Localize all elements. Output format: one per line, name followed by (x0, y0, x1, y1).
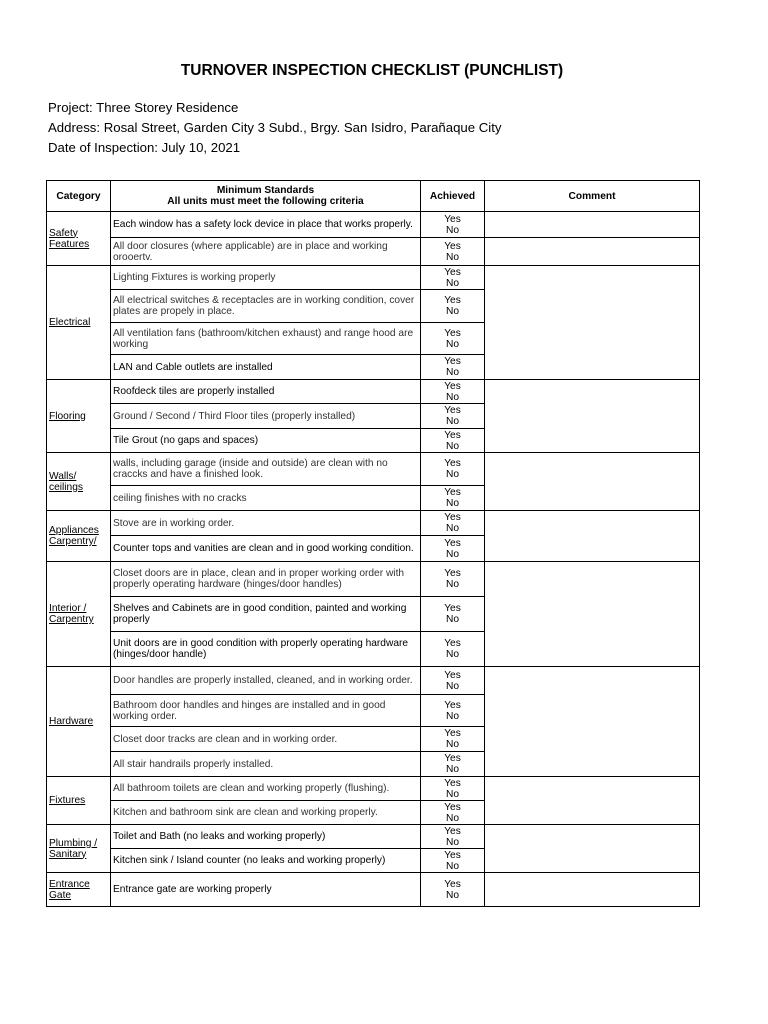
criterion-cell: Roofdeck tiles are properly installed (111, 380, 421, 404)
criterion-cell: LAN and Cable outlets are installed (111, 355, 421, 380)
table-row (47, 562, 700, 597)
achieved-cell (421, 536, 485, 562)
comment-cell (485, 380, 700, 453)
criterion-cell: walls, including garage (inside and outside) are clean with no craccks and have a finished look. (111, 453, 421, 486)
comment-cell (485, 511, 700, 562)
yes-option: Yes (444, 327, 461, 339)
no-option: No (445, 889, 460, 901)
no-option: No (445, 860, 460, 872)
yes-option: Yes (444, 405, 461, 416)
achieved-cell (421, 597, 485, 632)
no-option: No (445, 277, 460, 289)
no-option: No (445, 710, 460, 722)
no-option: No (445, 548, 460, 560)
criterion-cell: Shelves and Cabinets are in good condition, painted and working properly (111, 597, 421, 632)
yes-option: Yes (444, 638, 461, 649)
achieved-cell (421, 562, 485, 597)
yes-option: Yes (444, 458, 461, 469)
no-option: No (445, 416, 460, 427)
achieved-cell (421, 429, 485, 453)
achieved-cell (421, 266, 485, 290)
category-walls-ceilings: Walls/ ceilings (49, 470, 83, 493)
no-option: No (445, 680, 460, 692)
category-appliances: Appliances (49, 525, 99, 536)
header-standards-line2: All units must meet the following criteria (167, 196, 364, 207)
category-safety-features: Safety Features (49, 227, 90, 250)
category-electrical: Electrical (49, 317, 91, 328)
criterion-cell: Toilet and Bath (no leaks and working properly) (111, 825, 421, 849)
criterion-cell: Counter tops and vanities are clean and in good working condition. (111, 536, 421, 562)
table-row (47, 777, 700, 801)
achieved-cell (421, 290, 485, 323)
yes-option: Yes (444, 825, 461, 837)
achieved-cell (421, 212, 485, 238)
document-title: TURNOVER INSPECTION CHECKLIST (PUNCHLIST) (180, 62, 564, 79)
comment-cell (485, 266, 700, 380)
category-cell (47, 266, 111, 380)
comment-cell (485, 777, 700, 825)
category-cell (47, 777, 111, 825)
criterion-cell: All ventilation fans (bathroom/kitchen exhaust) and range hood are working (111, 323, 421, 355)
table-row (47, 873, 700, 907)
category-cell (47, 667, 111, 777)
yes-option: Yes (444, 728, 461, 739)
yes-option: Yes (444, 777, 461, 789)
yes-option: Yes (444, 849, 461, 861)
criterion-cell: Kitchen and bathroom sink are clean and working properly. (111, 801, 421, 825)
table-row (47, 667, 700, 695)
category-plumbing-sanitary: Plumbing / Sanitary (49, 837, 98, 860)
achieved-cell (421, 801, 485, 825)
category-entrance-gate: Entrance Gate (49, 878, 90, 901)
yes-option: Yes (444, 356, 461, 367)
criterion-cell: Closet doors are in place, clean and in proper working order with properly operating hardware (hinges/door handles) (111, 562, 421, 597)
no-option: No (445, 764, 460, 775)
date-line: Date of Inspection: July 10, 2021 (48, 140, 241, 155)
criterion-cell: Door handles are properly installed, cleaned, and in working order. (111, 667, 421, 695)
yes-option: Yes (444, 487, 461, 498)
criterion-cell: Each window has a safety lock device in place that works properly. (111, 212, 421, 238)
category-cell (47, 511, 111, 562)
header-standards (111, 181, 421, 212)
category-fixtures: Fixtures (49, 795, 86, 806)
achieved-cell (421, 453, 485, 486)
achieved-cell (421, 511, 485, 536)
comment-cell (485, 212, 700, 238)
category-cell (47, 453, 111, 511)
yes-option: Yes (444, 266, 461, 278)
criterion-cell: Bathroom door handles and hinges are installed and in good working order. (111, 695, 421, 727)
yes-option: Yes (444, 801, 461, 813)
comment-cell (485, 562, 700, 667)
criterion-cell: Lighting Fixtures is working properly (111, 266, 421, 290)
achieved-cell (421, 486, 485, 511)
category-carpentry: Carpentry/ (49, 536, 97, 547)
achieved-cell (421, 727, 485, 752)
table-row (47, 511, 700, 536)
no-option: No (445, 224, 460, 236)
table-row (47, 266, 700, 290)
no-option: No (445, 440, 460, 452)
achieved-cell (421, 323, 485, 355)
achieved-cell (421, 380, 485, 404)
criterion-cell: ceiling finishes with no cracks (111, 486, 421, 511)
yes-option: Yes (444, 603, 461, 614)
criterion-cell: Stove are in working order. (111, 511, 421, 536)
criterion-cell: All bathroom toilets are clean and working properly (flushing). (111, 777, 421, 801)
no-option: No (445, 391, 460, 403)
criterion-cell: All electrical switches & receptacles are in working condition, cover plates are propely in place. (111, 290, 421, 323)
category-hardware: Hardware (49, 716, 94, 727)
category-cell (47, 380, 111, 453)
achieved-cell (421, 873, 485, 907)
category-flooring: Flooring (49, 410, 86, 422)
comment-cell (485, 667, 700, 777)
yes-option: Yes (444, 429, 461, 441)
yes-option: Yes (444, 537, 461, 549)
criterion-cell: Ground / Second / Third Floor tiles (properly installed) (111, 404, 421, 429)
achieved-cell (421, 849, 485, 873)
achieved-cell (421, 695, 485, 727)
achieved-cell (421, 404, 485, 429)
checklist-table (46, 180, 700, 907)
no-option: No (445, 836, 460, 848)
no-option: No (445, 367, 460, 378)
no-option: No (445, 812, 460, 824)
yes-option: Yes (444, 568, 461, 579)
criterion-cell: Entrance gate are working properly (111, 873, 421, 907)
no-option: No (445, 579, 460, 590)
no-option: No (445, 614, 460, 625)
achieved-cell (421, 825, 485, 849)
category-cell (47, 562, 111, 667)
criterion-cell: Closet door tracks are clean and in working order. (111, 727, 421, 752)
no-option: No (445, 788, 460, 800)
yes-option: Yes (444, 213, 461, 225)
comment-cell (485, 238, 700, 266)
yes-option: Yes (444, 699, 461, 711)
yes-option: Yes (444, 240, 461, 252)
achieved-cell (421, 667, 485, 695)
criterion-cell: All stair handrails properly installed. (111, 752, 421, 777)
achieved-cell (421, 238, 485, 266)
yes-option: Yes (444, 669, 461, 681)
table-row (47, 238, 700, 266)
header-row (47, 181, 700, 212)
table-row (47, 825, 700, 849)
no-option: No (445, 523, 460, 534)
header-category: Category (47, 181, 111, 212)
yes-option: Yes (444, 295, 461, 306)
header-achieved: Achieved (421, 181, 485, 212)
achieved-cell (421, 632, 485, 667)
header-comment: Comment (485, 181, 700, 212)
no-option: No (445, 338, 460, 350)
criterion-cell: All door closures (where applicable) are in place and working orooertv. (111, 238, 421, 266)
no-option: No (445, 251, 460, 263)
no-option: No (445, 739, 460, 750)
criterion-cell: Unit doors are in good condition with properly operating hardware (hinges/door handle) (111, 632, 421, 667)
comment-cell (485, 873, 700, 907)
yes-option: Yes (444, 753, 461, 764)
category-interior-carpentry: Interior / Carpentry (49, 603, 94, 625)
achieved-cell (421, 777, 485, 801)
comment-cell (485, 825, 700, 873)
criterion-cell: Tile Grout (no gaps and spaces) (111, 429, 421, 453)
header-standards-line1: Minimum Standards (216, 185, 315, 196)
table-row (47, 453, 700, 486)
comment-cell (485, 453, 700, 511)
table-row (47, 380, 700, 404)
yes-option: Yes (444, 878, 461, 890)
no-option: No (445, 306, 460, 317)
category-cell (47, 212, 111, 266)
yes-option: Yes (444, 380, 461, 392)
no-option: No (445, 498, 460, 509)
project-line: Project: Three Storey Residence (48, 100, 239, 115)
table-row (47, 212, 700, 238)
criterion-cell: Kitchen sink / Island counter (no leaks and working properly) (111, 849, 421, 873)
no-option: No (445, 649, 460, 660)
address-line: Address: Rosal Street, Garden City 3 Subd., Brgy. San Isidro, Parañaque City (48, 120, 502, 135)
yes-option: Yes (444, 512, 461, 523)
category-cell (47, 873, 111, 907)
achieved-cell (421, 355, 485, 380)
no-option: No (445, 469, 460, 480)
category-cell (47, 825, 111, 873)
achieved-cell (421, 752, 485, 777)
